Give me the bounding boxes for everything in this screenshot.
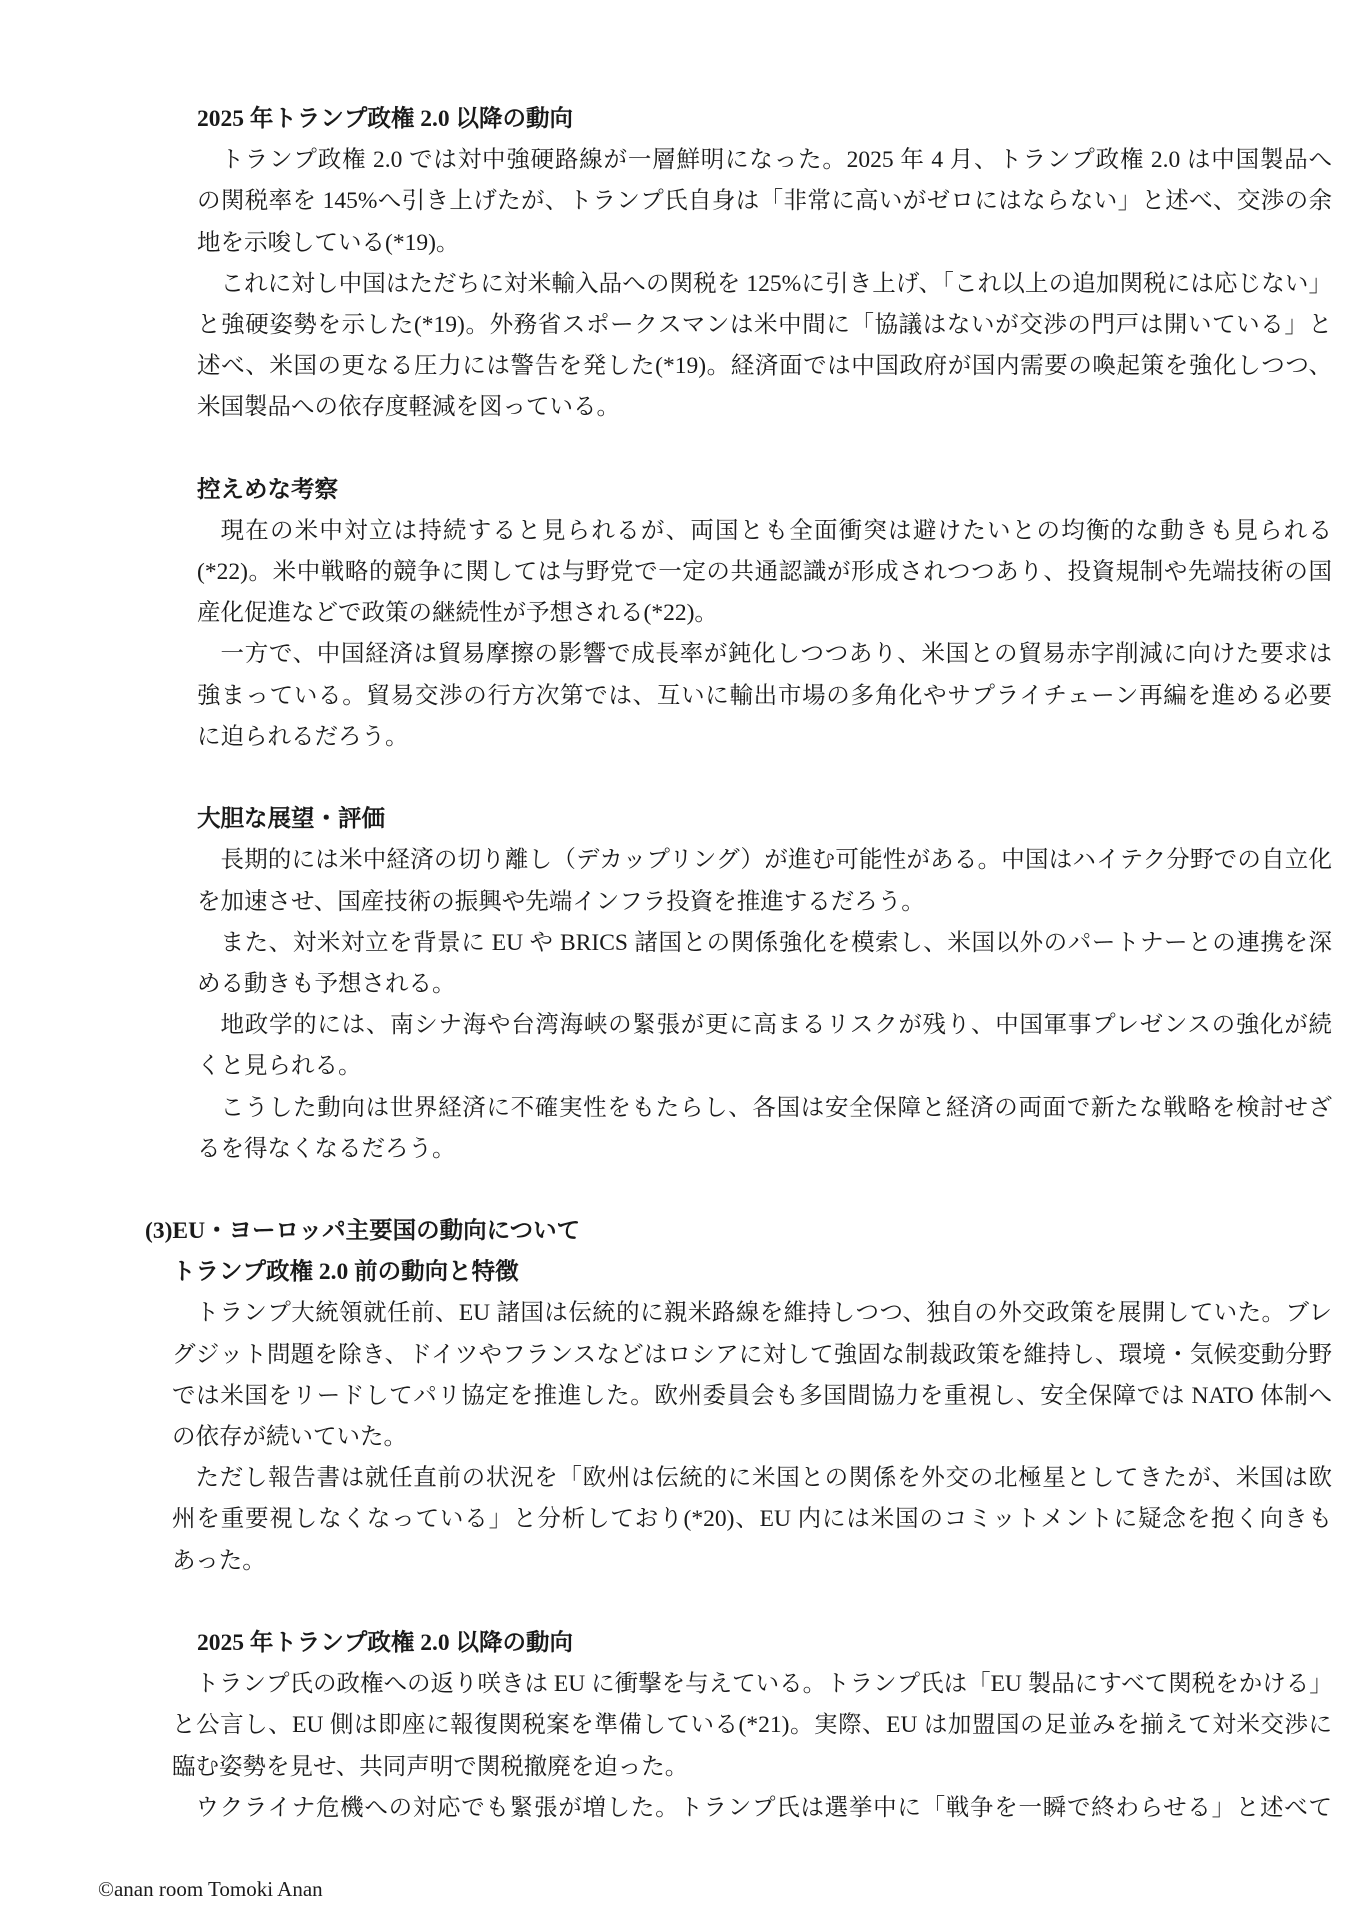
text-line: ウクライナ危機への対応でも緊張が増した。トランプ氏は選挙中に「戦争を一瞬で終わらせる」と述べて — [195, 1794, 1332, 1821]
text-line: こうした動向は世界経済に不確実性をもたらし、各国は安全保障と経済の両面で新たな戦略を検討せざ — [220, 1094, 1332, 1121]
text-line: あった。 — [172, 1547, 266, 1574]
text-line: ただし報告書は就任直前の状況を「欧州は伝統的に米国との関係を外交の北極星としてきたが、米国は欧 — [195, 1465, 1332, 1492]
text-line: に迫られるだろう。 — [197, 723, 409, 750]
text-line: トランプ政権 2.0 では対中強硬路線が一層鮮明になった。2025 年 4 月、トランプ政権 2.0 は中国製品へ — [220, 147, 1332, 174]
section-heading: 2025 年トランプ政権 2.0 以降の動向 — [197, 106, 573, 132]
text-line: の依存が続いていた。 — [172, 1424, 407, 1450]
text-line: める動きも予想される。 — [197, 970, 456, 997]
text-line: くと見られる。 — [197, 1053, 362, 1080]
section-heading: 控えめな考察 — [197, 476, 338, 503]
paragraph — [172, 1458, 1332, 1582]
paragraph — [172, 1788, 1332, 1829]
text-line: では米国をリードしてパリ協定を推進した。欧州委員会も多国間協力を重視し、安全保障では NATO 体制へ — [172, 1382, 1332, 1409]
text-line: 長期的には米中経済の切り離し（デカップリング）が進む可能性がある。中国はハイテク分野での自立化 — [220, 847, 1332, 874]
paragraph — [197, 1088, 1332, 1170]
bold-outlook-section — [197, 799, 1332, 1170]
text-line: 産化促進などで政策の継続性が予想される(*22)。 — [197, 600, 718, 627]
section-heading: 大胆な展望・評価 — [197, 806, 385, 833]
china-trend-2025-section — [197, 99, 1332, 429]
blank-line — [0, 758, 1358, 799]
text-line: 述べ、米国の更なる圧力には警告を発した(*19)。経済面では中国政府が国内需要の喚起策を強化しつつ、 — [197, 353, 1332, 380]
section-heading: トランプ政権 2.0 前の動向と特徴 — [172, 1259, 519, 1286]
text-line: グジット問題を除き、ドイツやフランスなどはロシアに対して強固な制裁政策を維持し、環境・気候変動分野 — [172, 1341, 1332, 1368]
paragraph — [197, 923, 1332, 1005]
paragraph — [197, 840, 1332, 922]
text-line: 地を示唆している(*19)。 — [197, 229, 460, 256]
section-heading: 2025 年トランプ政権 2.0 以降の動向 — [197, 1629, 573, 1656]
text-line: (*22)。米中戦略的競争に関しては与野党で一定の共通認識が形成されつつあり、投資規制や先端技術の国 — [197, 559, 1332, 586]
chapter-title: (3)EU・ヨーロッパ主要国の動向について — [145, 1218, 581, 1245]
blank-line — [0, 1582, 1358, 1623]
text-line: これに対し中国はただちに対米輸入品への関税を 125%に引き上げ、「これ以上の追加関税には応じない」 — [220, 270, 1332, 297]
text-line: 州を重要視しなくなっている」と分析しており(*20)、EU 内には米国のコミットメントに疑念を抱く向きも — [172, 1506, 1332, 1533]
text-line: るを得なくなるだろう。 — [197, 1135, 456, 1162]
modest-analysis-section — [197, 470, 1332, 758]
text-line: 強まっている。貿易交渉の行方次第では、互いに輸出市場の多角化やサプライチェーン再編を進める必要 — [197, 682, 1332, 709]
page-content — [0, 99, 1358, 1829]
text-line: トランプ氏の政権への返り咲きは EU に衝撃を与えている。トランプ氏は「EU 製品にすべて関税をかける」 — [195, 1671, 1333, 1698]
paragraph — [197, 140, 1332, 264]
paragraph — [197, 264, 1332, 429]
blank-line — [0, 429, 1358, 470]
text-line: を加速させ、国産技術の振興や先端インフラ投資を推進するだろう。 — [197, 888, 925, 915]
paragraph — [172, 1664, 1332, 1788]
paragraph — [197, 511, 1332, 635]
text-line: の関税率を 145%へ引き上げたが、トランプ氏自身は「非常に高いがゼロにはならない」と述べ、交渉の余 — [197, 188, 1332, 215]
text-line: と公言し、EU 側は即座に報復関税案を準備している(*21)。実際、EU は加盟国の足並みを揃えて対米交渉に — [172, 1712, 1332, 1739]
eu-pre-trend-section — [172, 1252, 1332, 1582]
eu-trend-2025-section — [172, 1623, 1332, 1829]
text-line: 臨む姿勢を見せ、共同声明で関税撤廃を迫った。 — [172, 1753, 689, 1780]
paragraph — [197, 1005, 1332, 1087]
text-line: 一方で、中国経済は貿易摩擦の影響で成長率が鈍化しつつあり、米国との貿易赤字削減に向けた要求は — [220, 641, 1332, 668]
paragraph — [172, 1293, 1332, 1458]
copyright-footer: ©anan room Tomoki Anan — [98, 1877, 323, 1901]
text-line: 現在の米中対立は持続すると見られるが、両国とも全面衝突は避けたいとの均衡的な動きも見られる — [220, 517, 1332, 544]
text-line: また、対米対立を背景に EU や BRICS 諸国との関係強化を模索し、米国以外のパートナーとの連携を深 — [220, 929, 1332, 956]
blank-line — [0, 1170, 1358, 1211]
text-line: 地政学的には、南シナ海や台湾海峡の緊張が更に高まるリスクが残り、中国軍事プレゼンスの強化が続 — [220, 1012, 1332, 1039]
text-line: 米国製品への依存度軽減を図っている。 — [197, 394, 620, 421]
text-line: トランプ大統領就任前、EU 諸国は伝統的に親米路線を維持しつつ、独自の外交政策を展開していた。ブレ — [195, 1300, 1332, 1327]
paragraph — [197, 634, 1332, 758]
text-line: と強硬姿勢を示した(*19)。外務省スポークスマンは米中間に「協議はないが交渉の門戸は開いている」と — [197, 311, 1332, 338]
